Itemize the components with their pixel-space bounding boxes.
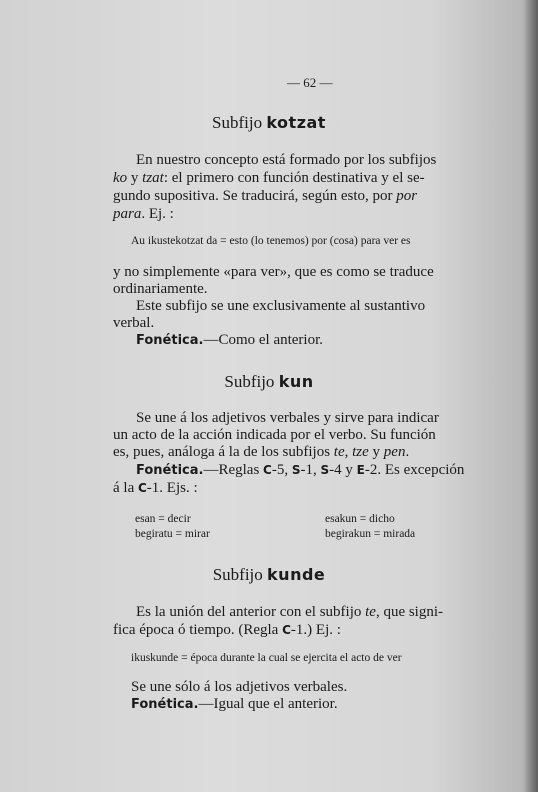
fonetica-line: Fonética.—Igual que el anterior.: [131, 696, 338, 712]
example-cell: begiratu = mirar: [135, 528, 210, 540]
text-line: para. Ej. :: [113, 206, 174, 222]
text-line: fica época ó tiempo. (Regla C-1.) Ej. :: [113, 622, 341, 638]
text-line: Es la unión del anterior con el subfijo te, que signi-: [136, 604, 444, 620]
text-line: Se une á los adjetivos verbales y sirve para indicar: [136, 410, 439, 426]
fonetica-line: Fonética.—Reglas C-5, S-1, S-4 y E-2. Es excepción: [136, 462, 465, 478]
text-line: ordinariamente.: [113, 281, 208, 297]
example-line: ikuskunde = época durante la cual se ejercita el acto de ver: [131, 652, 402, 664]
heading-kunde: Subfijo kunde: [212, 565, 326, 584]
fonetica-line: Fonética.—Como el anterior.: [136, 332, 324, 348]
example-cell: esakun = dicho: [325, 513, 395, 525]
text-line: gundo supositiva. Se traducirá, según esto, por por: [113, 188, 418, 204]
heading-kun: Subfijo kun: [224, 372, 314, 391]
text-line: En nuestro concepto está formado por los subfijos: [136, 152, 437, 168]
text-line: Se une sólo á los adjetivos verbales.: [131, 679, 348, 695]
text-line: un acto de la acción indicada por el verbo. Su función: [113, 427, 436, 443]
heading-kotzat: [0, 113, 538, 133]
text-line: ko y tzat: el primero con función destinativa y el se-: [113, 170, 425, 186]
example-cell: begirakun = mirada: [325, 528, 416, 540]
example-cell: esan = decir: [135, 513, 191, 525]
example-line: Au ikustekotzat da = esto (lo tenemos) por (cosa) para ver es: [131, 235, 411, 247]
text-line: es, pues, análoga á la de los subfijos te, tze y pen.: [113, 444, 410, 460]
page-number: — 62 —: [287, 75, 333, 90]
heading-keyword: kotzat: [266, 113, 326, 132]
heading-prefix: Subfijo: [212, 113, 263, 132]
text-line: y no simplemente «para ver», que es como se traduce: [113, 264, 434, 280]
text-line: Este subfijo se une exclusivamente al sustantivo: [136, 298, 426, 314]
text-line: á la C-1. Ejs. :: [113, 480, 198, 496]
text-line: verbal.: [113, 315, 155, 331]
